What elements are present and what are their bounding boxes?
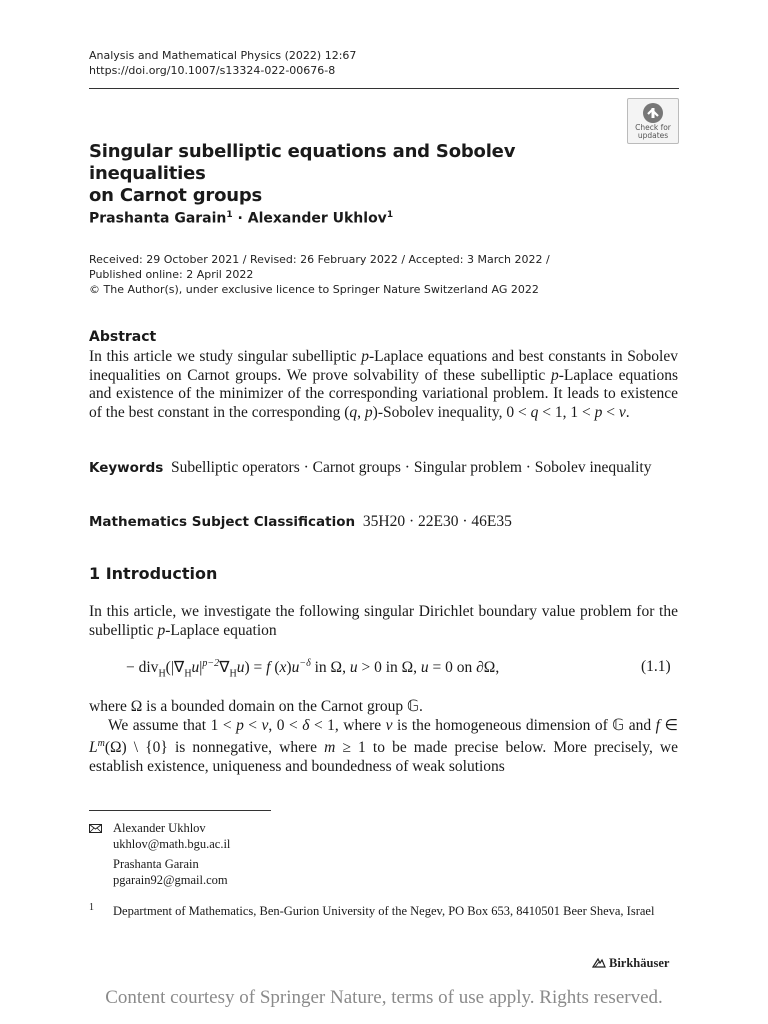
contact-name: Alexander Ukhlov	[113, 821, 206, 835]
affiliation-number: 1	[89, 902, 94, 913]
author-name[interactable]: Prashanta Garain	[89, 210, 227, 227]
msc-block	[89, 513, 678, 532]
intro-paragraph: where Ω is a bounded domain on the Carnot group 𝔾. We assume that 1 < p < ν, 0 < δ < 1, where ν is the homogeneous dimension of 𝔾 and f ∈ $L^m(\Omega)$ \ {0} is nonnegative, where m ≥ 1 to be made precise below. More precisely, we establish existence, uniqueness and boundedness of weak solutions	[89, 698, 679, 775]
check-updates-line1: Check for	[635, 123, 671, 132]
author-separator: ·	[237, 210, 243, 227]
keywords-label: Keywords	[89, 460, 164, 476]
doi-link[interactable]: https://doi.org/10.1007/s13324-022-00676-8	[89, 64, 336, 77]
dates-line: Published online: 2 April 2022	[89, 268, 254, 281]
msc-label: Mathematics Subject Classification	[89, 514, 356, 530]
footnote-rule	[89, 810, 271, 811]
section-heading-introduction: 1 Introduction	[89, 564, 218, 583]
dates-line: Received: 29 October 2021 / Revised: 26 February 2022 / Accepted: 3 March 2022 /	[89, 253, 550, 266]
equation-number: (1.1)	[641, 658, 671, 675]
copyright-line: © The Author(s), under exclusive licence to Springer Nature Switzerland AG 2022	[89, 283, 539, 296]
courtesy-watermark: Content courtesy of Springer Nature, terms of use apply. Rights reserved.	[105, 987, 663, 1008]
contact-email[interactable]: ukhlov@math.bgu.ac.il	[113, 837, 231, 851]
msc-codes: 35H20 · 22E30 · 46E35	[362, 513, 512, 530]
title-line-1: Singular subelliptic equations and Sobolev inequalities	[89, 141, 516, 184]
author-name[interactable]: Alexander Ukhlov	[247, 210, 387, 227]
keywords-text: Subelliptic operators · Carnot groups · Singular problem · Sobolev inequality	[171, 459, 652, 476]
author-list	[89, 210, 393, 227]
affiliation-text: Department of Mathematics, Ben-Gurion University of the Negev, PO Box 653, 8410501 Beer Sheva, Israel	[113, 904, 655, 918]
check-updates-icon	[642, 102, 664, 124]
check-for-updates-badge[interactable]	[627, 98, 679, 144]
paper-title	[89, 141, 609, 207]
header-rule	[89, 88, 679, 89]
abstract-heading: Abstract	[89, 329, 157, 345]
affiliation-marker: 1	[226, 210, 233, 220]
email-icon	[89, 824, 102, 833]
keywords-block	[89, 459, 678, 478]
contact-email[interactable]: pgarain92@gmail.com	[113, 873, 228, 887]
co-author-contact	[113, 856, 228, 888]
journal-citation: Analysis and Mathematical Physics (2022) 12:67	[89, 49, 357, 62]
affiliation-marker: 1	[386, 210, 394, 220]
publication-dates	[89, 252, 689, 297]
birkhauser-logo-icon	[592, 957, 606, 969]
check-updates-line2: updates	[637, 131, 669, 140]
contact-name: Prashanta Garain	[113, 857, 199, 871]
corresponding-author	[113, 820, 230, 852]
title-line-2: on Carnot groups	[89, 185, 263, 206]
publisher-logo	[592, 956, 669, 971]
publisher-name: Birkhäuser	[609, 956, 670, 970]
equation-1-1: − $div_H(|\nabla_Hu|^{p-2}\nabla_Hu) = f$ $(x)u^{-\delta}$ in Ω, u > 0 in Ω, u = 0 on ∂Ω,	[126, 658, 500, 680]
abstract-text: In this article we study singular subelliptic p-Laplace equations and best constants in Sobolev inequalities on Carnot groups. We prove solvability of these subelliptic p-Laplace equations and existence of the minimizer of the corresponding variational problem. It leads to existence of the best constant in the corresponding (q, p)-Sobolev inequality, 0 < q < 1, 1 < p < ν.	[89, 348, 678, 421]
intro-paragraph: In this article, we investigate the following singular Dirichlet boundary value problem for the subelliptic p-Laplace equation	[89, 603, 678, 639]
